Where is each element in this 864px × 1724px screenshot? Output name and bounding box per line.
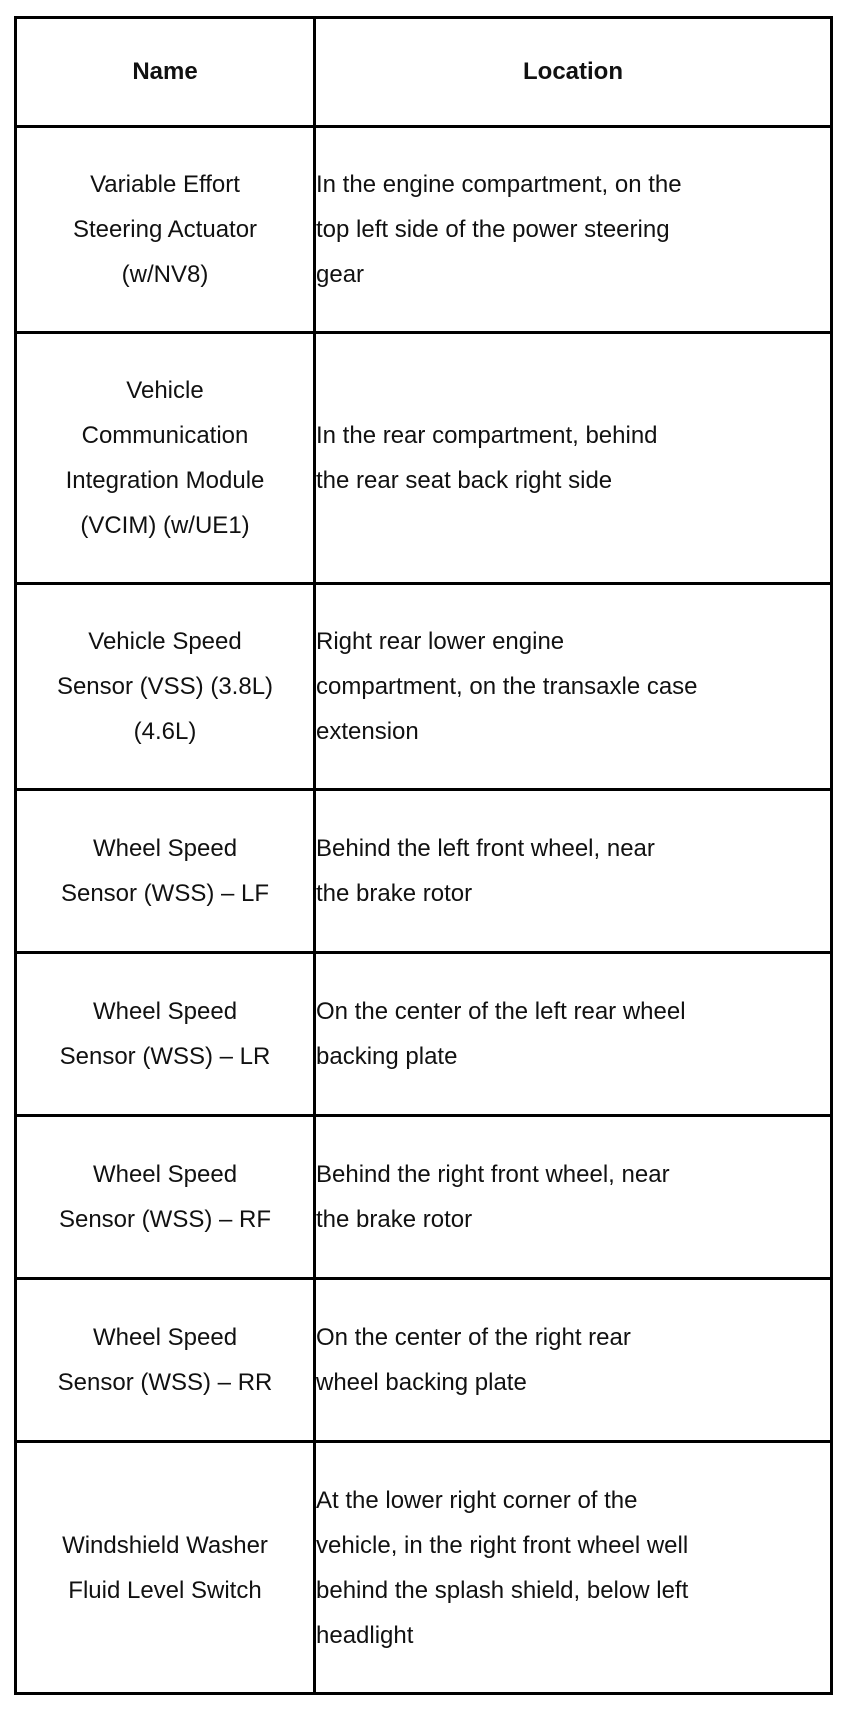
column-header-location: Location (315, 18, 832, 127)
component-location-table (14, 16, 833, 1695)
table-row (16, 1442, 832, 1694)
row-location: Right rear lower engine compartment, on the transaxle case extension (316, 628, 698, 745)
row-name: Windshield Washer Fluid Level Switch (62, 1531, 268, 1604)
row-location-cell (315, 1442, 832, 1694)
row-location: On the center of the left rear wheel backing plate (316, 998, 686, 1070)
row-name-cell (16, 127, 315, 333)
table-row (16, 790, 832, 953)
row-name-cell (16, 1116, 315, 1279)
row-name-cell (16, 584, 315, 790)
row-name-cell (16, 333, 315, 584)
row-location-cell (315, 333, 832, 584)
row-name: Wheel Speed Sensor (WSS) – RF (58, 1161, 272, 1233)
row-location: Behind the right front wheel, near the brake rotor (316, 1161, 670, 1233)
table-row (16, 584, 832, 790)
table-row (16, 953, 832, 1116)
column-header-name: Name (16, 18, 315, 127)
row-location-cell (315, 1279, 832, 1442)
row-location-cell (315, 953, 832, 1116)
row-name-cell (16, 953, 315, 1116)
table-row (16, 127, 832, 333)
row-location-cell (315, 127, 832, 333)
row-location-cell (315, 584, 832, 790)
table-row (16, 1279, 832, 1442)
row-location-cell (315, 1116, 832, 1279)
row-name: Wheel Speed Sensor (WSS) – LR (59, 998, 271, 1070)
row-name: Wheel Speed Sensor (WSS) – LF (60, 835, 270, 907)
row-location: In the rear compartment, behind the rear seat back right side (316, 422, 658, 494)
row-location-cell (315, 790, 832, 953)
table-row (16, 1116, 832, 1279)
table-header-row (16, 18, 832, 127)
row-name: Wheel Speed Sensor (WSS) – RR (57, 1324, 273, 1396)
row-location: Behind the left front wheel, near the brake rotor (316, 835, 655, 907)
row-name: Vehicle Communication Integration Module (VCIM) (w/UE1) (65, 377, 265, 539)
row-name-cell (16, 790, 315, 953)
row-name-cell (16, 1442, 315, 1694)
row-location: In the engine compartment, on the top left side of the power steering gear (316, 171, 682, 288)
table-row (16, 333, 832, 584)
row-location: On the center of the right rear wheel backing plate (316, 1324, 631, 1396)
row-name: Variable Effort Steering Actuator (w/NV8) (72, 171, 258, 288)
row-name-cell (16, 1279, 315, 1442)
row-location: At the lower right corner of the vehicle, in the right front wheel well behind the splash shield, below left headlight (316, 1486, 689, 1649)
row-name: Vehicle Speed Sensor (VSS) (3.8L) (4.6L) (56, 628, 274, 745)
